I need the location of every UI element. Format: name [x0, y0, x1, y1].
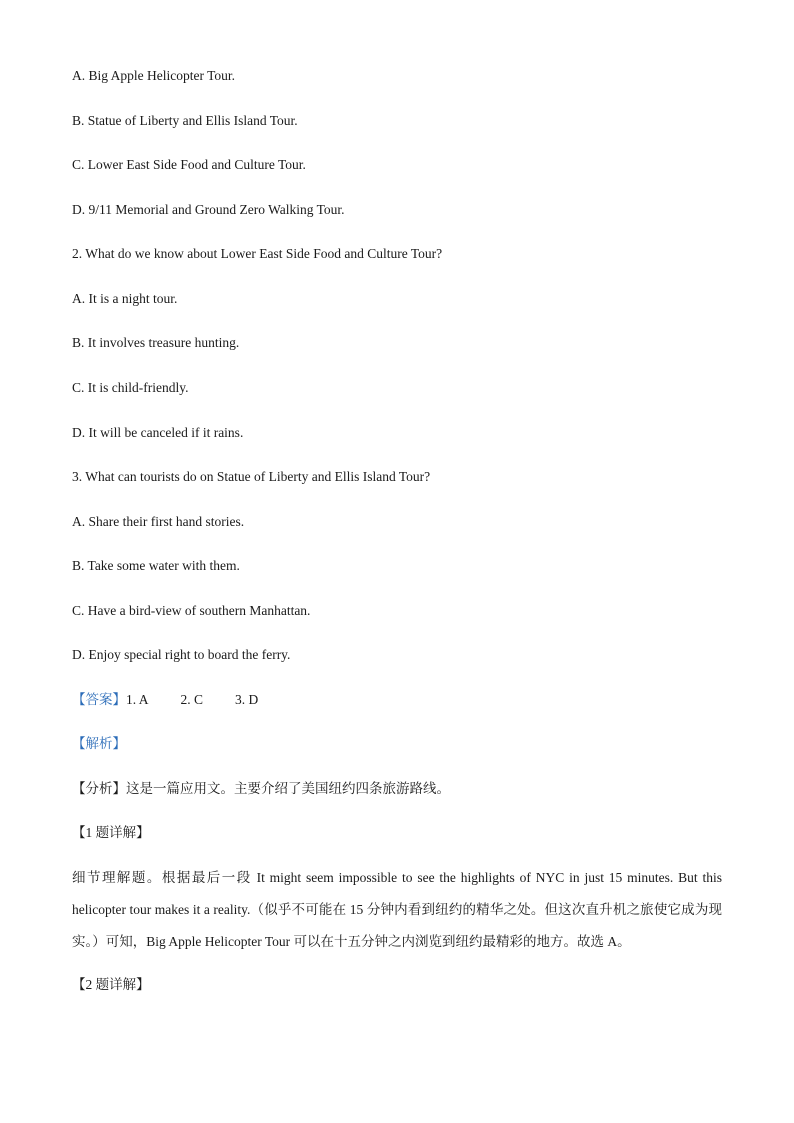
q1-option-b: B. Statue of Liberty and Ellis Island Tour.: [72, 113, 298, 128]
q2-option-b: B. It involves treasure hunting.: [72, 335, 240, 350]
answer-3: 3. D: [235, 692, 259, 707]
q3-option-c: C. Have a bird-view of southern Manhattan.: [72, 603, 311, 618]
q2-option-d: D. It will be canceled if it rains.: [72, 425, 244, 440]
q3-question: 3. What can tourists do on Statue of Liberty and Ellis Island Tour?: [72, 469, 431, 484]
q2-question: 2. What do we know about Lower East Side Food and Culture Tour?: [72, 246, 443, 261]
q3-option-a: A. Share their first hand stories.: [72, 514, 245, 529]
q2-option-c: C. It is child-friendly.: [72, 380, 189, 395]
q1-option-d: D. 9/11 Memorial and Ground Zero Walking Tour.: [72, 202, 345, 217]
answer-2: 2. C: [180, 692, 204, 707]
analysis-label: 【解析】: [72, 736, 126, 751]
q2-option-a: A. It is a night tour.: [72, 291, 178, 306]
summary-label: 【分析】: [72, 781, 126, 796]
q3-option-d: D. Enjoy special right to board the ferry.: [72, 647, 291, 662]
summary-text: 这是一篇应用文。主要介绍了美国纽约四条旅游路线。: [126, 781, 450, 796]
detail1-label: 【1 题详解】: [72, 825, 150, 840]
q1-option-c: C. Lower East Side Food and Culture Tour.: [72, 157, 306, 172]
detail1-paragraph: 细节理解题。根据最后一段 It might seem impossible to see the highlights of NYC in just 15 minutes. But this helicopter tour makes it a reality.（似乎不可能在 15 分钟内看到纽约的精华之处。但这次直升机之旅使它成为现实。）可知，Big Apple Helicopter Tour 可以在十五分钟之内浏览到纽约最精彩的地方。故选 A。: [72, 870, 722, 949]
detail2-label: 【2 题详解】: [72, 977, 150, 992]
summary-line: [72, 780, 450, 798]
answer-label: 【答案】: [72, 692, 126, 707]
q1-option-a: A. Big Apple Helicopter Tour.: [72, 68, 236, 83]
answer-line: [72, 691, 258, 709]
q3-option-b: B. Take some water with them.: [72, 558, 240, 573]
answer-1: 1. A: [126, 692, 149, 707]
